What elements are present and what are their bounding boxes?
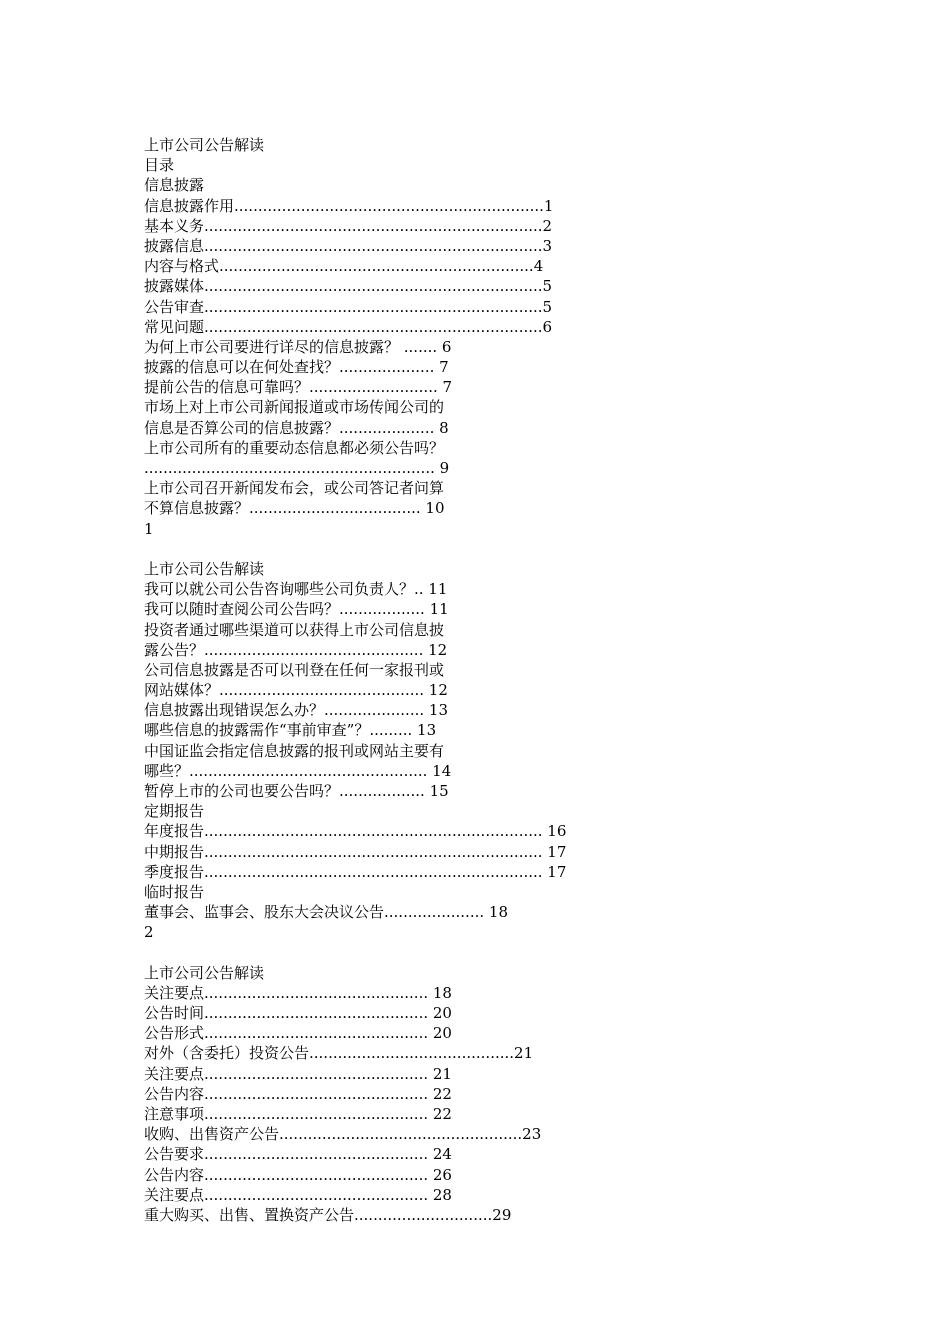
text-line: 关注要点............................................... 18 — [144, 983, 452, 1002]
text-line: 提前公告的信息可靠吗？........................... 7 — [144, 378, 453, 397]
text-line: 注意事项............................................... 22 — [144, 1105, 452, 1123]
text-line: 中期报告....................................................................... 17 — [144, 842, 567, 861]
text-line: 网站媒体？........................................... 12 — [144, 681, 448, 700]
text-line: 收购、出售资产公告...................................................23 — [144, 1125, 542, 1144]
text-line: 不算信息披露？.................................... 10 — [144, 499, 445, 518]
text-line: 公司信息披露是否可以刊登在任何一家报刊或 — [144, 660, 445, 679]
text-line: 常见问题.......................................................................6 — [144, 317, 553, 336]
text-line: 2 — [144, 923, 154, 942]
text-line: 信息披露出现错误怎么办？..................... 13 — [144, 701, 448, 720]
text-line: 信息是否算公司的信息披露？.................... 8 — [144, 418, 449, 437]
blank-line — [144, 539, 564, 559]
text-line: 公告形式............................................... 20 — [144, 1024, 452, 1043]
text-line: 哪些？.................................................. 14 — [144, 761, 452, 780]
text-line: 为何上市公司要进行详尽的信息披露？ ....... 6 — [144, 337, 452, 356]
text-line: 上市公司召开新闻发布会，或公司答记者问算 — [144, 479, 445, 498]
text-line: 中国证监会指定信息披露的报刊或网站主要有 — [144, 741, 445, 760]
text-line: 定期报告 — [144, 802, 205, 821]
text-line: 披露信息.......................................................................3 — [144, 236, 553, 255]
text-line: 公告内容............................................... 22 — [144, 1084, 452, 1103]
text-line: 我可以就公司公告咨询哪些公司负责人？.. 11 — [144, 580, 448, 599]
text-line: ............................................................. 9 — [144, 459, 450, 477]
text-line: 露公告？.............................................. 12 — [144, 640, 448, 659]
text-line: 公告时间............................................... 20 — [144, 1004, 452, 1023]
text-line: 投资者通过哪些渠道可以获得上市公司信息披 — [144, 620, 445, 639]
text-line: 1 — [144, 519, 154, 538]
document-page — [144, 135, 567, 1225]
text-line: 上市公司公告解读 — [144, 559, 265, 578]
text-line: 公告要求............................................... 24 — [144, 1145, 452, 1164]
text-line: 临时报告 — [144, 882, 205, 901]
text-line: 目录 — [144, 156, 175, 175]
text-line: 基本义务.......................................................................2 — [144, 216, 553, 235]
text-line: 关注要点............................................... 21 — [144, 1064, 452, 1083]
text-line: 市场上对上市公司新闻报道或市场传闻公司的 — [144, 398, 445, 417]
text-line: 公告审查.......................................................................5 — [144, 297, 553, 316]
text-line: 关注要点............................................... 28 — [144, 1185, 452, 1204]
text-line: 上市公司公告解读 — [144, 136, 265, 154]
blank-line — [144, 943, 564, 963]
text-line: 年度报告....................................................................... 16 — [144, 822, 567, 841]
text-line: 信息披露作用.................................................................1 — [144, 196, 554, 215]
text-line: 暂停上市的公司也要公告吗？.................. 15 — [144, 782, 449, 800]
text-line: 内容与格式..................................................................4 — [144, 257, 544, 276]
text-line: 上市公司公告解读 — [144, 963, 265, 982]
text-line: 信息披露 — [144, 176, 205, 195]
text-line: 披露的信息可以在何处查找？.................... 7 — [144, 358, 449, 377]
text-line: 上市公司所有的重要动态信息都必须公告吗？ — [144, 438, 445, 457]
text-line: 披露媒体.......................................................................5 — [144, 277, 553, 296]
text-line: 季度报告....................................................................... 17 — [144, 862, 567, 881]
text-line: 董事会、监事会、股东大会决议公告..................... 18 — [144, 903, 508, 922]
text-line: 重大购买、出售、置换资产公告.............................29 — [144, 1205, 512, 1224]
text-line: 公告内容............................................... 26 — [144, 1165, 452, 1184]
text-line: 我可以随时查阅公司公告吗？.................. 11 — [144, 600, 449, 619]
text-line: 哪些信息的披露需作“事前审查”？......... 13 — [144, 721, 437, 740]
text-line: 对外（含委托）投资公告...........................................21 — [144, 1044, 534, 1063]
